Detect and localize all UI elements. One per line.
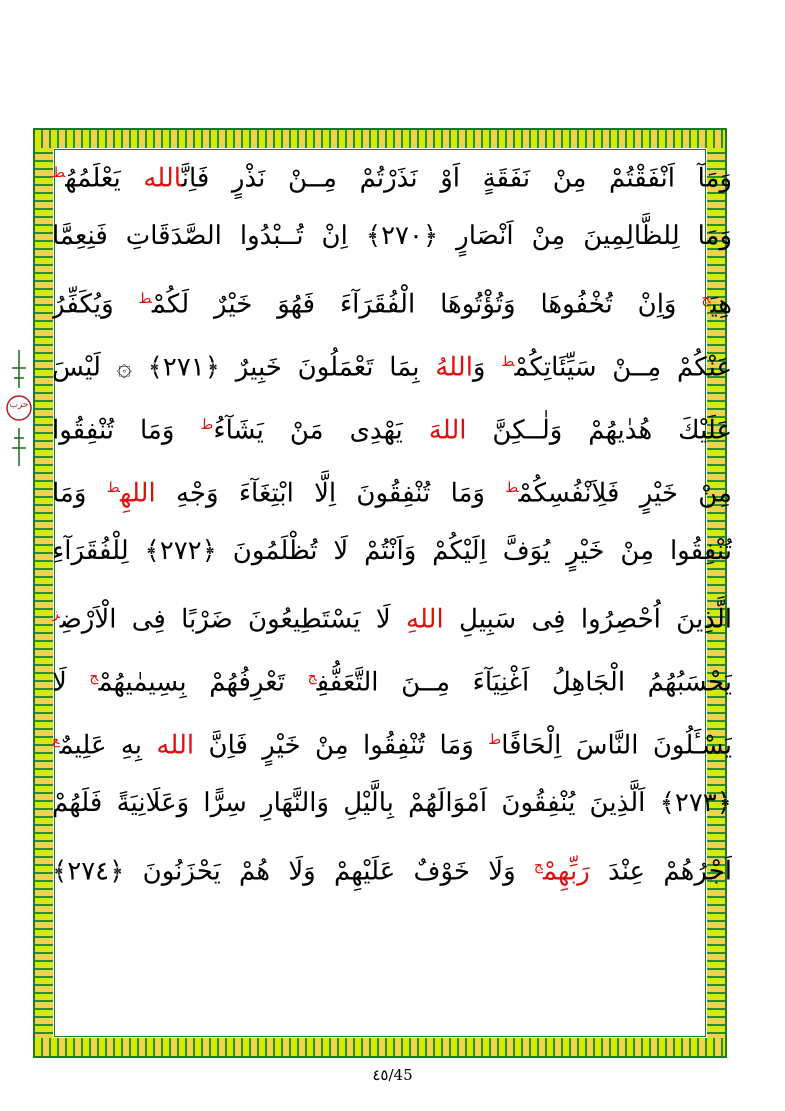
text-segment: بِهِ عَلِيمٌ (59, 730, 157, 761)
hizb-label: حزب (9, 400, 29, 410)
page-number: ٤٥/45 (372, 1066, 413, 1084)
text-line (52, 205, 732, 268)
text-segment: وَمَا تُنْفِقُوا (52, 415, 201, 446)
text-line (52, 142, 732, 205)
text-segment: وَمَا لِلظَّالِمِينَ مِنْ اَنْصَارٍ ﴿٢٧٠﴾ اِنْ تُــبْدُوا الصَّدَقَاتِ فَنِعِمَّا (52, 221, 732, 251)
waqf-mark: ع (52, 732, 60, 748)
highlighted-word: الله (435, 352, 473, 383)
text-segment: عَلَيْكَ هُدٰيهُمْ وَلٰــكِنَّ (466, 415, 732, 446)
text-segment: َ يَهْدِى مَنْ يَشَآءُ (213, 415, 429, 446)
text-segment: ِ لَا يَسْتَطِيعُونَ ضَرْبًا فِى الْاَرْضِ (59, 604, 406, 635)
highlighted-word: الله (119, 478, 156, 509)
text-line (52, 646, 732, 709)
waqf-mark: ط (501, 354, 515, 370)
waqf-mark: ط (200, 417, 214, 433)
text-segment: لَا (52, 667, 90, 698)
text-segment: الَّذِينَ اُحْصِرُوا فِى سَبِيلِ (443, 604, 732, 635)
highlighted-word: الله (406, 604, 444, 635)
waqf-mark: ج (307, 669, 317, 685)
text-segment: وَاِنْ تُخْفُوهَا وَتُؤْتُوهَا الْفُقَرَآءَ فَهُوَ خَيْرٌ لَكُمْ (151, 289, 702, 320)
waqf-mark: ج (533, 858, 543, 874)
waqf-mark: ج (89, 669, 99, 685)
text-line (52, 520, 732, 583)
text-segment: وَيُكَفِّرُ (52, 289, 139, 320)
text-segment: يَسْـَٔلُونَ النَّاسَ اِلْحَافًا (501, 730, 732, 761)
highlighted-word: الله (156, 730, 195, 761)
text-segment: مِنْ خَيْرٍ فَلِاَنْفُسِكُمْ (518, 478, 732, 509)
waqf-mark: ج (701, 291, 711, 307)
waqf-mark: ط (138, 291, 152, 307)
text-segment: ﴿٢٧٣﴾ اَلَّذِينَ يُنْفِقُونَ اَمْوَالَهُمْ بِالَّيْلِ وَالنَّهَارِ سِرًّا وَعَلَانِيَةً فَلَهُمْ (52, 788, 732, 818)
text-line (52, 394, 732, 457)
highlighted-word: الله (143, 163, 182, 194)
waqf-mark: ط (106, 480, 120, 496)
text-segment: اَجْرُهُمْ عِنْدَ (589, 856, 732, 887)
text-segment: عَنْكُمْ مِــنْ سَيِّئَاتِكُمْ (514, 352, 732, 383)
waqf-mark: ز (52, 606, 60, 622)
text-segment: يَحْسَبُهُمُ الْجَاهِلُ اَغْنِيَآءَ مِــنَ التَّعَفُّفِ (316, 667, 732, 698)
text-line (52, 583, 732, 646)
text-line (52, 772, 732, 835)
text-line (52, 331, 732, 394)
text-segment: تُنْفِقُوا مِنْ خَيْرٍ يُوَفَّ اِلَيْكُمْ وَاَنْتُمْ لَا تُظْلَمُونَ ﴿٢٧٢﴾ لِلْفُقَرَآءِ (52, 536, 732, 566)
text-segment: وَمَآ اَنْفَقْتُمْ مِنْ نَفَقَةٍ اَوْ نَذَرْتُمْ مِــنْ نَذْرٍ فَاِنَّ (181, 163, 732, 194)
highlighted-word: الله (428, 415, 467, 446)
text-segment: وَمَا تُنْفِقُونَ اِلَّا ابْتِغَآءَ وَجْهِ (155, 478, 506, 509)
text-line (52, 709, 732, 772)
text-line (52, 268, 732, 331)
waqf-mark: ط (52, 165, 66, 181)
text-segment: تَعْرِفُهُمْ بِسِيمٰيهُمْ (98, 667, 308, 698)
highlighted-word: رَبِّهِمْ (542, 856, 590, 887)
quran-text (52, 142, 732, 898)
waqf-mark: ط (505, 480, 519, 496)
text-segment: وَلَا خَوْفٌ عَلَيْهِمْ وَلَا هُمْ يَحْزَنُونَ ﴿٢٧٤﴾ (52, 856, 534, 887)
text-segment: ُ بِمَا تَعْمَلُونَ خَبِيرٌ ﴿٢٧١﴾ ۞ لَيْسَ (52, 352, 436, 383)
waqf-mark: ط (488, 732, 502, 748)
text-segment: وَمَا تُنْفِقُوا مِنْ خَيْرٍ فَاِنَّ (194, 730, 489, 761)
text-segment: هِيَ (710, 289, 732, 320)
text-line (52, 835, 732, 898)
text-line (52, 457, 732, 520)
text-segment: وَ (472, 352, 502, 383)
text-segment: يَعْلَمُهُ (65, 163, 144, 194)
text-segment: وَمَا (52, 478, 107, 509)
